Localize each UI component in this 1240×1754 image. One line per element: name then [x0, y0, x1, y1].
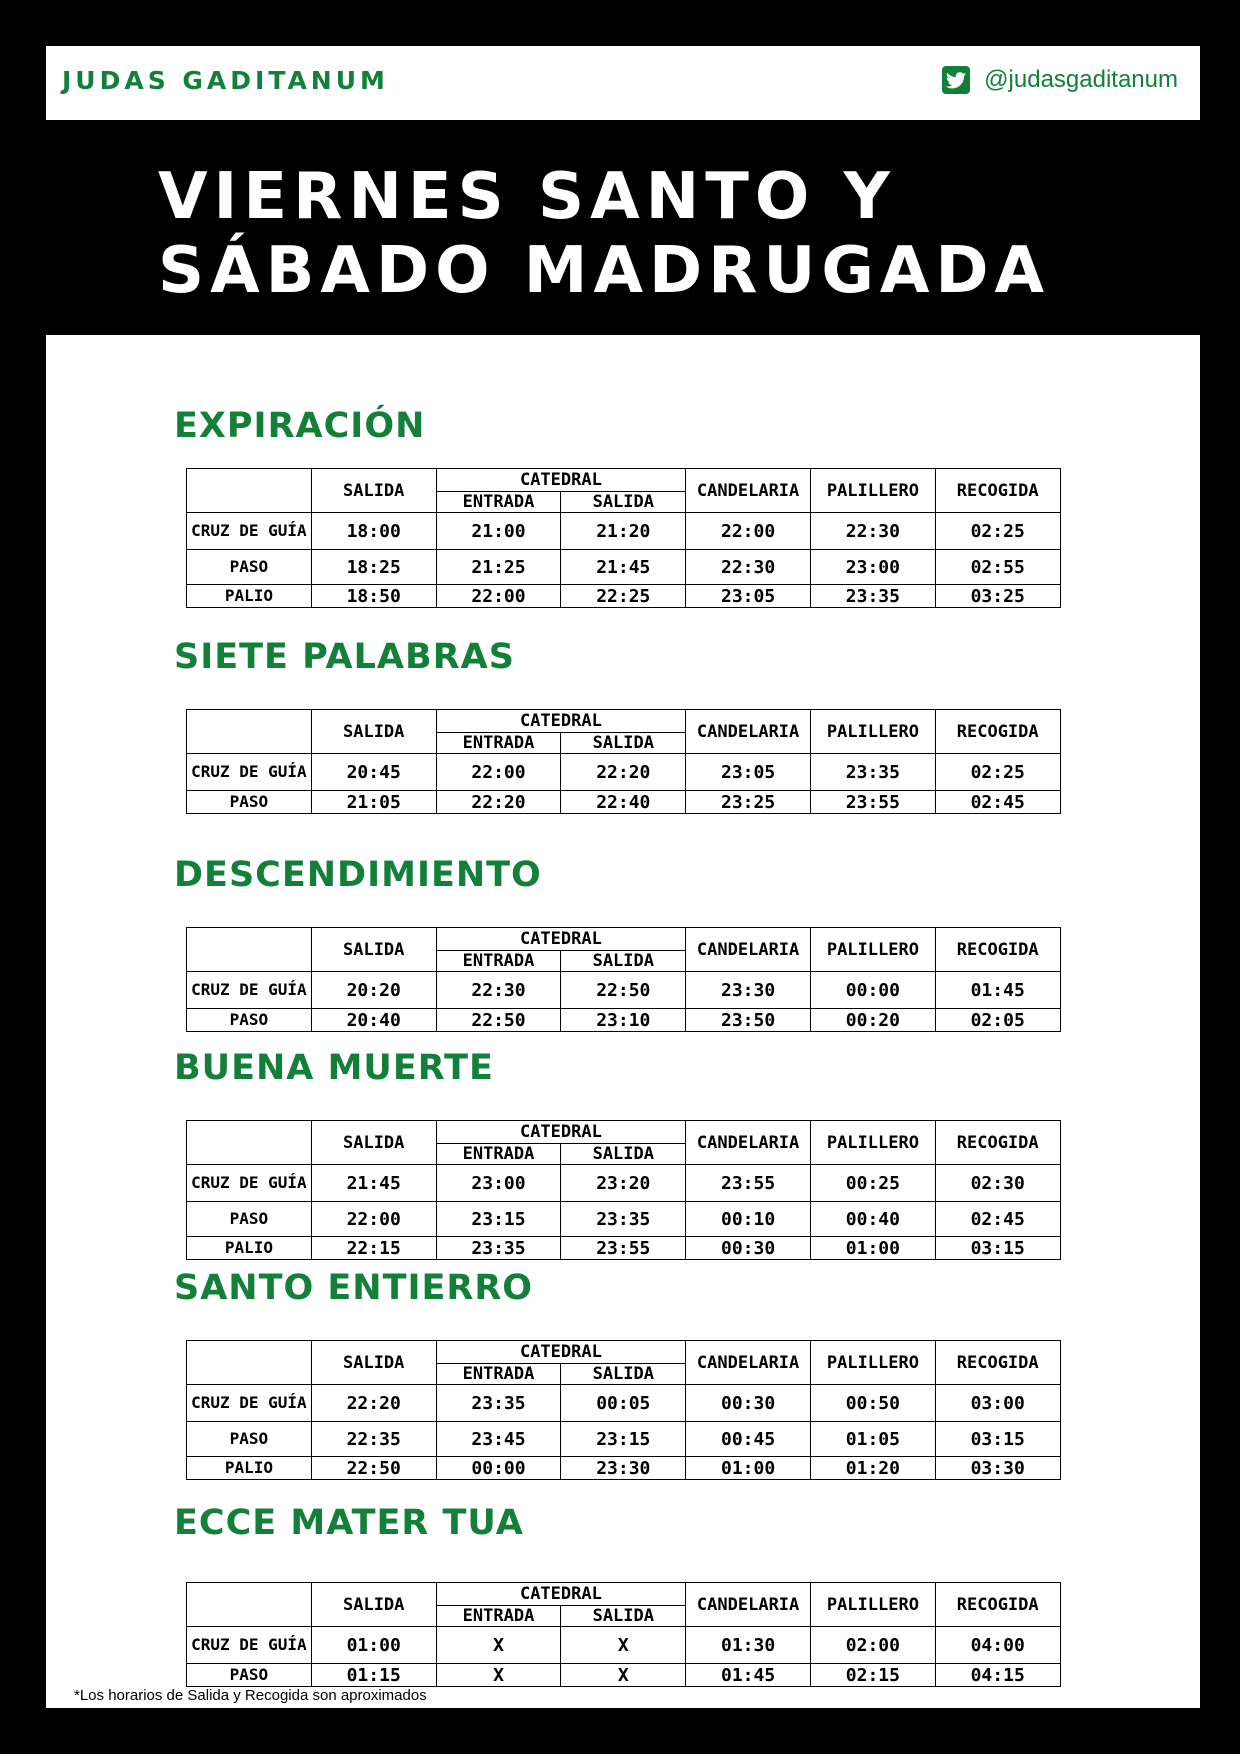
brand-name: JUDAS GADITANUM [62, 66, 389, 95]
col-header-catedral: CATEDRAL [436, 469, 686, 492]
time-cell: X [561, 1627, 686, 1664]
col-header-catedral: CATEDRAL [436, 710, 686, 733]
col-header-salida: SALIDA [311, 1341, 436, 1385]
col-header-recogida: RECOGIDA [935, 928, 1060, 972]
col-header-candelaria: CANDELARIA [686, 710, 811, 754]
section-title: SANTO ENTIERRO [174, 1268, 534, 1308]
time-cell: 23:30 [686, 972, 811, 1009]
row-label: PASO [187, 1202, 312, 1237]
table-row [187, 585, 1061, 608]
row-label: PASO [187, 791, 312, 814]
title-line-1: VIERNES SANTO Y [158, 160, 896, 234]
col-header-salida: SALIDA [311, 1583, 436, 1627]
time-cell: 04:15 [935, 1664, 1060, 1687]
time-cell: 21:45 [561, 550, 686, 585]
time-cell: 00:05 [561, 1385, 686, 1422]
time-cell: 23:15 [436, 1202, 561, 1237]
col-header-palillero: PALILLERO [811, 1121, 936, 1165]
col-header-recogida: RECOGIDA [935, 1583, 1060, 1627]
col-header-catedral-salida: SALIDA [561, 1606, 686, 1627]
table-row [187, 791, 1061, 814]
row-label: PASO [187, 550, 312, 585]
schedule-table [186, 1120, 1061, 1260]
time-cell: 23:05 [686, 585, 811, 608]
time-cell: 22:00 [436, 585, 561, 608]
time-cell: 01:00 [811, 1237, 936, 1260]
time-cell: 02:15 [811, 1664, 936, 1687]
col-header-catedral-salida: SALIDA [561, 733, 686, 754]
corner-cell [187, 710, 312, 754]
col-header-recogida: RECOGIDA [935, 1121, 1060, 1165]
time-cell: 00:30 [686, 1237, 811, 1260]
col-header-salida: SALIDA [311, 469, 436, 513]
time-cell: 22:50 [311, 1457, 436, 1480]
time-cell: 00:00 [811, 972, 936, 1009]
time-cell: 01:15 [311, 1664, 436, 1687]
schedule-table [186, 709, 1061, 814]
page-title [158, 160, 1050, 308]
time-cell: 22:00 [436, 754, 561, 791]
time-cell: 00:40 [811, 1202, 936, 1237]
col-header-catedral: CATEDRAL [436, 1583, 686, 1606]
corner-cell [187, 1341, 312, 1385]
col-header-catedral: CATEDRAL [436, 1341, 686, 1364]
footnote: *Los horarios de Salida y Recogida son aproximados [74, 1687, 427, 1704]
time-cell: 21:20 [561, 513, 686, 550]
time-cell: 20:20 [311, 972, 436, 1009]
schedule-panel [46, 335, 1200, 1708]
time-cell: 03:00 [935, 1385, 1060, 1422]
time-cell: 23:35 [561, 1202, 686, 1237]
table-row [187, 1202, 1061, 1237]
time-cell: 01:00 [686, 1457, 811, 1480]
time-cell: 01:30 [686, 1627, 811, 1664]
time-cell: 23:05 [686, 754, 811, 791]
time-cell: 00:45 [686, 1422, 811, 1457]
time-cell: 00:20 [811, 1009, 936, 1032]
time-cell: 22:50 [561, 972, 686, 1009]
section-title: EXPIRACIÓN [174, 406, 426, 446]
time-cell: 21:05 [311, 791, 436, 814]
col-header-entrada: ENTRADA [436, 1364, 561, 1385]
time-cell: 22:40 [561, 791, 686, 814]
col-header-entrada: ENTRADA [436, 1606, 561, 1627]
row-label: PALIO [187, 585, 312, 608]
col-header-catedral: CATEDRAL [436, 928, 686, 951]
col-header-catedral-salida: SALIDA [561, 951, 686, 972]
time-cell: X [436, 1664, 561, 1687]
col-header-palillero: PALILLERO [811, 710, 936, 754]
time-cell: 00:00 [436, 1457, 561, 1480]
schedule-table [186, 468, 1061, 608]
table-row [187, 1457, 1061, 1480]
time-cell: 23:15 [561, 1422, 686, 1457]
row-label: CRUZ DE GUÍA [187, 1627, 312, 1664]
table-row [187, 1627, 1061, 1664]
col-header-palillero: PALILLERO [811, 469, 936, 513]
col-header-entrada: ENTRADA [436, 1144, 561, 1165]
time-cell: 22:20 [561, 754, 686, 791]
row-label: PALIO [187, 1457, 312, 1480]
col-header-catedral: CATEDRAL [436, 1121, 686, 1144]
time-cell: X [436, 1627, 561, 1664]
col-header-candelaria: CANDELARIA [686, 1583, 811, 1627]
time-cell: 02:00 [811, 1627, 936, 1664]
time-cell: 18:25 [311, 550, 436, 585]
time-cell: 18:00 [311, 513, 436, 550]
table-row [187, 1237, 1061, 1260]
section-title: DESCENDIMIENTO [174, 855, 542, 895]
time-cell: 01:05 [811, 1422, 936, 1457]
time-cell: 22:20 [311, 1385, 436, 1422]
time-cell: 22:25 [561, 585, 686, 608]
time-cell: 02:25 [935, 513, 1060, 550]
col-header-recogida: RECOGIDA [935, 710, 1060, 754]
time-cell: 03:25 [935, 585, 1060, 608]
time-cell: X [561, 1664, 686, 1687]
corner-cell [187, 469, 312, 513]
table-row [187, 972, 1061, 1009]
schedule-table [186, 927, 1061, 1032]
time-cell: 20:45 [311, 754, 436, 791]
title-line-2: SÁBADO MADRUGADA [158, 234, 1051, 308]
corner-cell [187, 1121, 312, 1165]
time-cell: 23:35 [436, 1385, 561, 1422]
col-header-palillero: PALILLERO [811, 1341, 936, 1385]
section-title: BUENA MUERTE [174, 1048, 494, 1088]
time-cell: 23:55 [811, 791, 936, 814]
header-row [187, 1583, 1061, 1606]
time-cell: 22:00 [311, 1202, 436, 1237]
col-header-recogida: RECOGIDA [935, 1341, 1060, 1385]
time-cell: 00:50 [811, 1385, 936, 1422]
header-bar [46, 46, 1200, 120]
header-row [187, 928, 1061, 951]
time-cell: 01:45 [935, 972, 1060, 1009]
col-header-palillero: PALILLERO [811, 928, 936, 972]
table-row [187, 1009, 1061, 1032]
row-label: CRUZ DE GUÍA [187, 972, 312, 1009]
row-label: CRUZ DE GUÍA [187, 1385, 312, 1422]
handle-text: @judasgaditanum [984, 66, 1178, 93]
twitter-icon [942, 66, 970, 94]
col-header-candelaria: CANDELARIA [686, 1121, 811, 1165]
time-cell: 22:50 [436, 1009, 561, 1032]
time-cell: 03:30 [935, 1457, 1060, 1480]
table-row [187, 513, 1061, 550]
time-cell: 01:00 [311, 1627, 436, 1664]
header-row [187, 1341, 1061, 1364]
time-cell: 22:15 [311, 1237, 436, 1260]
time-cell: 22:35 [311, 1422, 436, 1457]
row-label: PALIO [187, 1237, 312, 1260]
col-header-catedral-salida: SALIDA [561, 492, 686, 513]
table-row [187, 550, 1061, 585]
time-cell: 21:00 [436, 513, 561, 550]
time-cell: 01:20 [811, 1457, 936, 1480]
time-cell: 23:00 [811, 550, 936, 585]
time-cell: 02:45 [935, 1202, 1060, 1237]
row-label: PASO [187, 1422, 312, 1457]
time-cell: 04:00 [935, 1627, 1060, 1664]
time-cell: 03:15 [935, 1422, 1060, 1457]
table-row [187, 1664, 1061, 1687]
col-header-catedral-salida: SALIDA [561, 1364, 686, 1385]
col-header-salida: SALIDA [311, 1121, 436, 1165]
time-cell: 23:25 [686, 791, 811, 814]
col-header-entrada: ENTRADA [436, 733, 561, 754]
col-header-candelaria: CANDELARIA [686, 469, 811, 513]
time-cell: 02:55 [935, 550, 1060, 585]
table-row [187, 1165, 1061, 1202]
time-cell: 23:10 [561, 1009, 686, 1032]
col-header-palillero: PALILLERO [811, 1583, 936, 1627]
section-title: ECCE MATER TUA [174, 1503, 524, 1543]
row-label: PASO [187, 1664, 312, 1687]
time-cell: 23:30 [561, 1457, 686, 1480]
time-cell: 22:00 [686, 513, 811, 550]
time-cell: 01:45 [686, 1664, 811, 1687]
header-row [187, 469, 1061, 492]
row-label: CRUZ DE GUÍA [187, 1165, 312, 1202]
time-cell: 00:25 [811, 1165, 936, 1202]
time-cell: 23:50 [686, 1009, 811, 1032]
time-cell: 21:45 [311, 1165, 436, 1202]
schedule-table [186, 1340, 1061, 1480]
time-cell: 00:10 [686, 1202, 811, 1237]
row-label: CRUZ DE GUÍA [187, 754, 312, 791]
col-header-salida: SALIDA [311, 928, 436, 972]
time-cell: 23:45 [436, 1422, 561, 1457]
col-header-candelaria: CANDELARIA [686, 1341, 811, 1385]
col-header-recogida: RECOGIDA [935, 469, 1060, 513]
table-row [187, 1422, 1061, 1457]
twitter-handle[interactable] [942, 66, 1178, 94]
time-cell: 02:05 [935, 1009, 1060, 1032]
time-cell: 23:20 [561, 1165, 686, 1202]
time-cell: 20:40 [311, 1009, 436, 1032]
corner-cell [187, 1583, 312, 1627]
table-row [187, 1385, 1061, 1422]
time-cell: 23:35 [811, 585, 936, 608]
time-cell: 22:20 [436, 791, 561, 814]
row-label: PASO [187, 1009, 312, 1032]
time-cell: 02:25 [935, 754, 1060, 791]
time-cell: 23:35 [436, 1237, 561, 1260]
time-cell: 23:55 [561, 1237, 686, 1260]
time-cell: 02:45 [935, 791, 1060, 814]
time-cell: 23:55 [686, 1165, 811, 1202]
corner-cell [187, 928, 312, 972]
time-cell: 02:30 [935, 1165, 1060, 1202]
time-cell: 22:30 [436, 972, 561, 1009]
col-header-candelaria: CANDELARIA [686, 928, 811, 972]
time-cell: 22:30 [686, 550, 811, 585]
row-label: CRUZ DE GUÍA [187, 513, 312, 550]
header-row [187, 1121, 1061, 1144]
schedule-table [186, 1582, 1061, 1687]
col-header-salida: SALIDA [311, 710, 436, 754]
col-header-entrada: ENTRADA [436, 951, 561, 972]
table-row [187, 754, 1061, 791]
col-header-catedral-salida: SALIDA [561, 1144, 686, 1165]
section-title: SIETE PALABRAS [174, 637, 515, 677]
header-row [187, 710, 1061, 733]
time-cell: 21:25 [436, 550, 561, 585]
time-cell: 18:50 [311, 585, 436, 608]
time-cell: 03:15 [935, 1237, 1060, 1260]
time-cell: 23:00 [436, 1165, 561, 1202]
time-cell: 23:35 [811, 754, 936, 791]
time-cell: 00:30 [686, 1385, 811, 1422]
col-header-entrada: ENTRADA [436, 492, 561, 513]
time-cell: 22:30 [811, 513, 936, 550]
